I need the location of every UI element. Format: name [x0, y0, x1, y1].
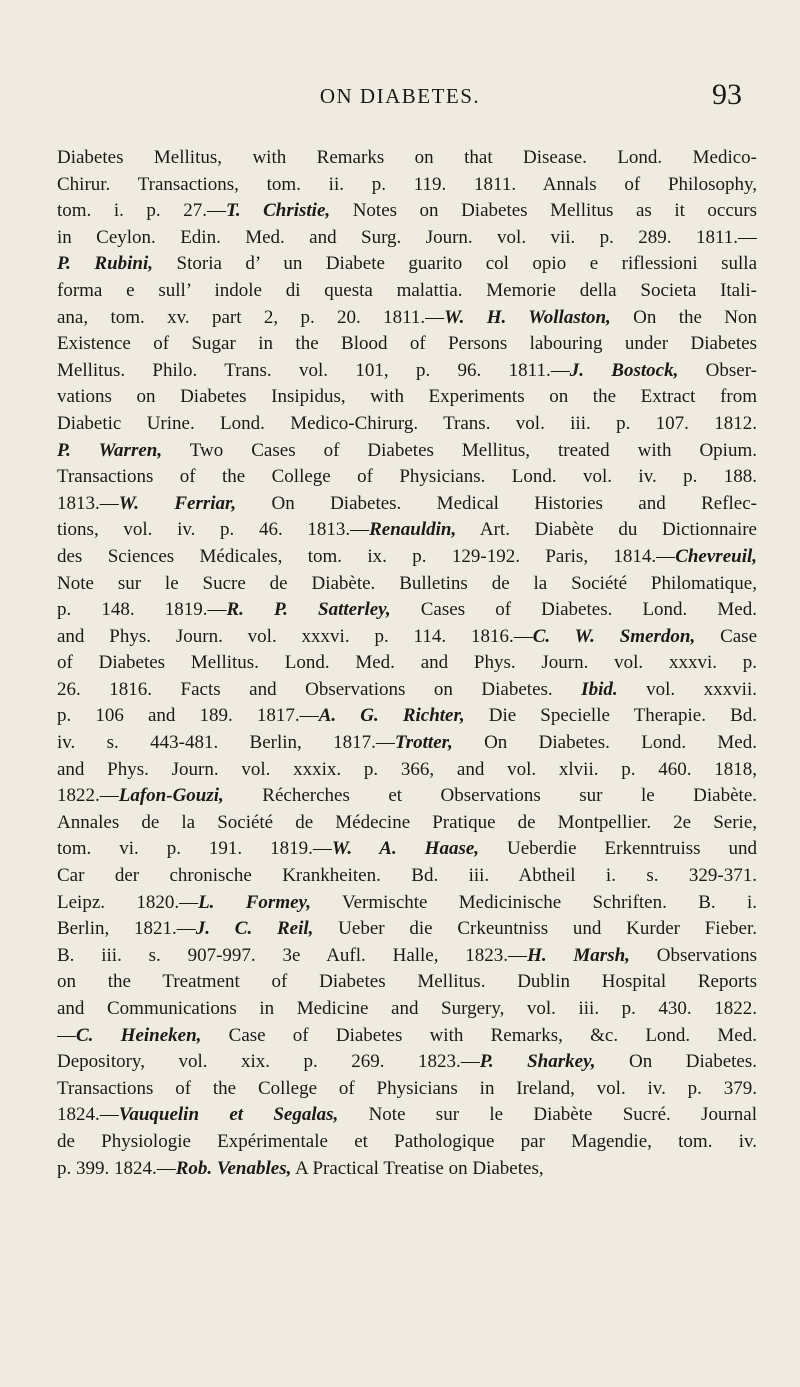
text-segment: Diabetes Mellitus, with Remarks on that Disease. Lond. Medico-: [57, 147, 757, 168]
text-line: [57, 730, 757, 757]
text-segment: Note sur le Sucre de Diabète. Bulletins de la Société Philomatique,: [57, 572, 757, 594]
page-number: 93: [712, 78, 742, 111]
text-segment: Transactions of the College of Physicians. Lond. vol. iv. p. 188.: [57, 466, 757, 488]
text-segment: Die Specielle Therapie. Bd.: [464, 705, 757, 727]
text-segment: des Sciences Médicales, tom. ix. p. 129-192. Paris, 1814.—: [57, 545, 676, 567]
text-line: [57, 517, 757, 544]
text-line: [57, 1023, 757, 1050]
text-segment: Ueber die Crkeuntniss und Kurder Fieber.: [313, 918, 757, 940]
text-segment: Car der chronische Krankheiten. Bd. iii. Abtheil i. s. 329-371.: [57, 865, 757, 887]
text-line: [57, 624, 757, 651]
text-line: [57, 198, 757, 225]
author-name: P. Sharkey,: [479, 1051, 596, 1073]
text-line: [57, 1076, 757, 1103]
text-segment: B. iii. s. 907-997. 3e Aufl. Halle, 1823.—: [57, 944, 528, 966]
text-segment: Récherches et Observations sur le Diabète.: [223, 785, 757, 807]
text-segment: and Phys. Journ. vol. xxxix. p. 366, and vol. xlvii. p. 460. 1818,: [57, 758, 757, 780]
bibliography-text: [57, 145, 757, 1182]
text-segment: tom. i. p. 27.—: [57, 200, 226, 222]
text-segment: Chirur. Transactions, tom. ii. p. 119. 1811. Annals of Philosophy,: [57, 173, 757, 195]
text-line: [57, 438, 757, 465]
author-name: A. G. Richter,: [318, 705, 465, 727]
text-segment: Notes on Diabetes Mellitus as it occurs: [330, 200, 757, 222]
text-segment: and Communications in Medicine and Surgery, vol. iii. p. 430. 1822.: [57, 998, 757, 1019]
text-line: [57, 863, 757, 890]
text-line: [57, 251, 757, 278]
text-segment: p. 106 and 189. 1817.—: [57, 705, 319, 727]
author-name: Trotter,: [394, 732, 453, 754]
text-segment: vations on Diabetes Insipidus, with Experiments on the Extract from: [57, 386, 757, 408]
text-segment: iv. s. 443-481. Berlin, 1817.—: [57, 732, 395, 754]
text-segment: Two Cases of Diabetes Mellitus, treated with Opium.: [162, 439, 757, 461]
running-title: ON DIABETES.: [319, 84, 481, 108]
text-line: [57, 943, 757, 970]
text-segment: de Physiologie Expérimentale et Pathologique par Magendie, tom. iv.: [57, 1130, 757, 1152]
text-segment: p. 148. 1819.—: [57, 599, 227, 621]
author-name: P. Warren,: [57, 439, 163, 461]
text-segment: Observations: [629, 944, 757, 966]
text-line: [57, 358, 757, 385]
text-segment: tom. vi. p. 191. 1819.—: [57, 838, 332, 860]
author-name: W. Ferriar,: [118, 492, 237, 514]
text-line: [57, 571, 757, 598]
text-segment: 1822.—: [57, 785, 119, 807]
text-line: [57, 810, 757, 837]
text-segment: on the Treatment of Diabetes Mellitus. Dublin Hospital Reports: [57, 971, 757, 993]
text-line: [57, 491, 757, 518]
text-segment: Vermischte Medicinische Schriften. B. i.: [311, 891, 757, 913]
text-line: [57, 1156, 757, 1183]
text-segment: A Practical Treatise on Diabetes,: [291, 1157, 544, 1179]
text-segment: Transactions of the College of Physicians in Ireland, vol. iv. p. 379.: [57, 1077, 757, 1099]
text-line: [57, 783, 757, 810]
text-segment: Depository, vol. xix. p. 269. 1823.—: [57, 1051, 480, 1073]
text-segment: —: [57, 1024, 76, 1046]
text-line: [57, 278, 757, 305]
text-line: [57, 890, 757, 917]
text-segment: 1824.—: [57, 1104, 119, 1126]
text-line: [57, 757, 757, 784]
author-name: C. W. Smerdon,: [532, 625, 696, 647]
text-line: [57, 969, 757, 996]
author-name: H. Marsh,: [527, 944, 630, 966]
text-line: [57, 544, 757, 571]
text-segment: Annales de la Société de Médecine Pratique de Montpellier. 2e Serie,: [57, 811, 757, 833]
text-segment: Obser-: [678, 359, 757, 381]
author-name: R. P. Satterley,: [226, 599, 391, 621]
author-name: J. Bostock,: [569, 359, 679, 381]
text-segment: Case of Diabetes with Remarks, &c. Lond. Med.: [201, 1024, 757, 1046]
text-line: [57, 1129, 757, 1156]
author-name: Renauldin,: [369, 519, 457, 541]
text-line: [57, 331, 757, 358]
text-line: [57, 703, 757, 730]
text-line: [57, 145, 757, 172]
text-segment: p. 399. 1824.—: [57, 1157, 176, 1179]
text-segment: and Phys. Journ. vol. xxxvi. p. 114. 1816.—: [57, 625, 533, 647]
text-segment: Ueberdie Erkenntruiss und: [479, 838, 757, 860]
text-segment: Berlin, 1821.—: [57, 918, 196, 940]
text-segment: forma e sull’ indole di questa malattia. Memorie della Societa Itali-: [57, 279, 757, 301]
text-segment: vol. xxxvii.: [617, 678, 757, 700]
author-name: Chevreuil,: [675, 545, 757, 567]
text-segment: of Diabetes Mellitus. Lond. Med. and Phys. Journ. vol. xxxvi. p.: [57, 652, 757, 674]
text-line: [57, 225, 757, 252]
author-name: W. H. Wollaston,: [444, 306, 611, 328]
author-name: T. Christie,: [225, 200, 331, 222]
text-line: [57, 650, 757, 677]
author-name: Rob. Venables,: [175, 1157, 292, 1179]
text-line: [57, 172, 757, 199]
author-name: C. Heineken,: [76, 1024, 202, 1046]
text-segment: Cases of Diabetes. Lond. Med.: [390, 599, 757, 621]
text-line: [57, 411, 757, 438]
text-line: [57, 384, 757, 411]
text-segment: 1813.—: [57, 492, 119, 514]
text-line: [57, 836, 757, 863]
text-line: [57, 305, 757, 332]
text-segment: Existence of Sugar in the Blood of Persons labouring under Diabetes: [57, 333, 757, 355]
text-line: [57, 1049, 757, 1076]
author-name: L. Formey,: [198, 891, 312, 913]
text-segment: On Diabetes. Medical Histories and Reflec-: [236, 492, 757, 514]
author-name: Lafon-Gouzi,: [118, 785, 224, 807]
text-line: [57, 597, 757, 624]
text-segment: ana, tom. xv. part 2, p. 20. 1811.—: [57, 306, 445, 328]
author-name: W. A. Haase,: [331, 838, 480, 860]
author-name: P. Rubini,: [57, 253, 154, 275]
text-line: [57, 1102, 757, 1129]
text-segment: Leipz. 1820.—: [57, 891, 199, 913]
text-segment: Mellitus. Philo. Trans. vol. 101, p. 96. 1811.—: [57, 359, 570, 381]
text-line: [57, 677, 757, 704]
text-line: [57, 996, 757, 1023]
text-segment: Note sur le Diabète Sucré. Journal: [338, 1104, 757, 1126]
text-segment: On Diabetes. Lond. Med.: [452, 732, 757, 754]
text-line: [57, 916, 757, 943]
text-segment: 26. 1816. Facts and Observations on Diabetes.: [57, 678, 582, 700]
text-segment: in Ceylon. Edin. Med. and Surg. Journ. vol. vii. p. 289. 1811.—: [57, 226, 757, 248]
text-segment: On the Non: [610, 306, 757, 328]
author-name: Ibid.: [581, 678, 618, 700]
author-name: J. C. Reil,: [195, 918, 314, 940]
text-segment: Storia d’ un Diabete guarito col opio e riflessioni sulla: [153, 253, 757, 275]
text-line: [57, 464, 757, 491]
text-segment: On Diabetes.: [595, 1051, 757, 1073]
author-name: Vauquelin et Segalas,: [118, 1104, 339, 1126]
text-segment: Diabetic Urine. Lond. Medico-Chirurg. Trans. vol. iii. p. 107. 1812.: [57, 412, 757, 434]
page-header: [0, 78, 800, 116]
text-segment: tions, vol. iv. p. 46. 1813.—: [57, 519, 370, 541]
text-segment: Case: [695, 625, 757, 647]
text-segment: Art. Diabète du Dictionnaire: [456, 519, 757, 541]
